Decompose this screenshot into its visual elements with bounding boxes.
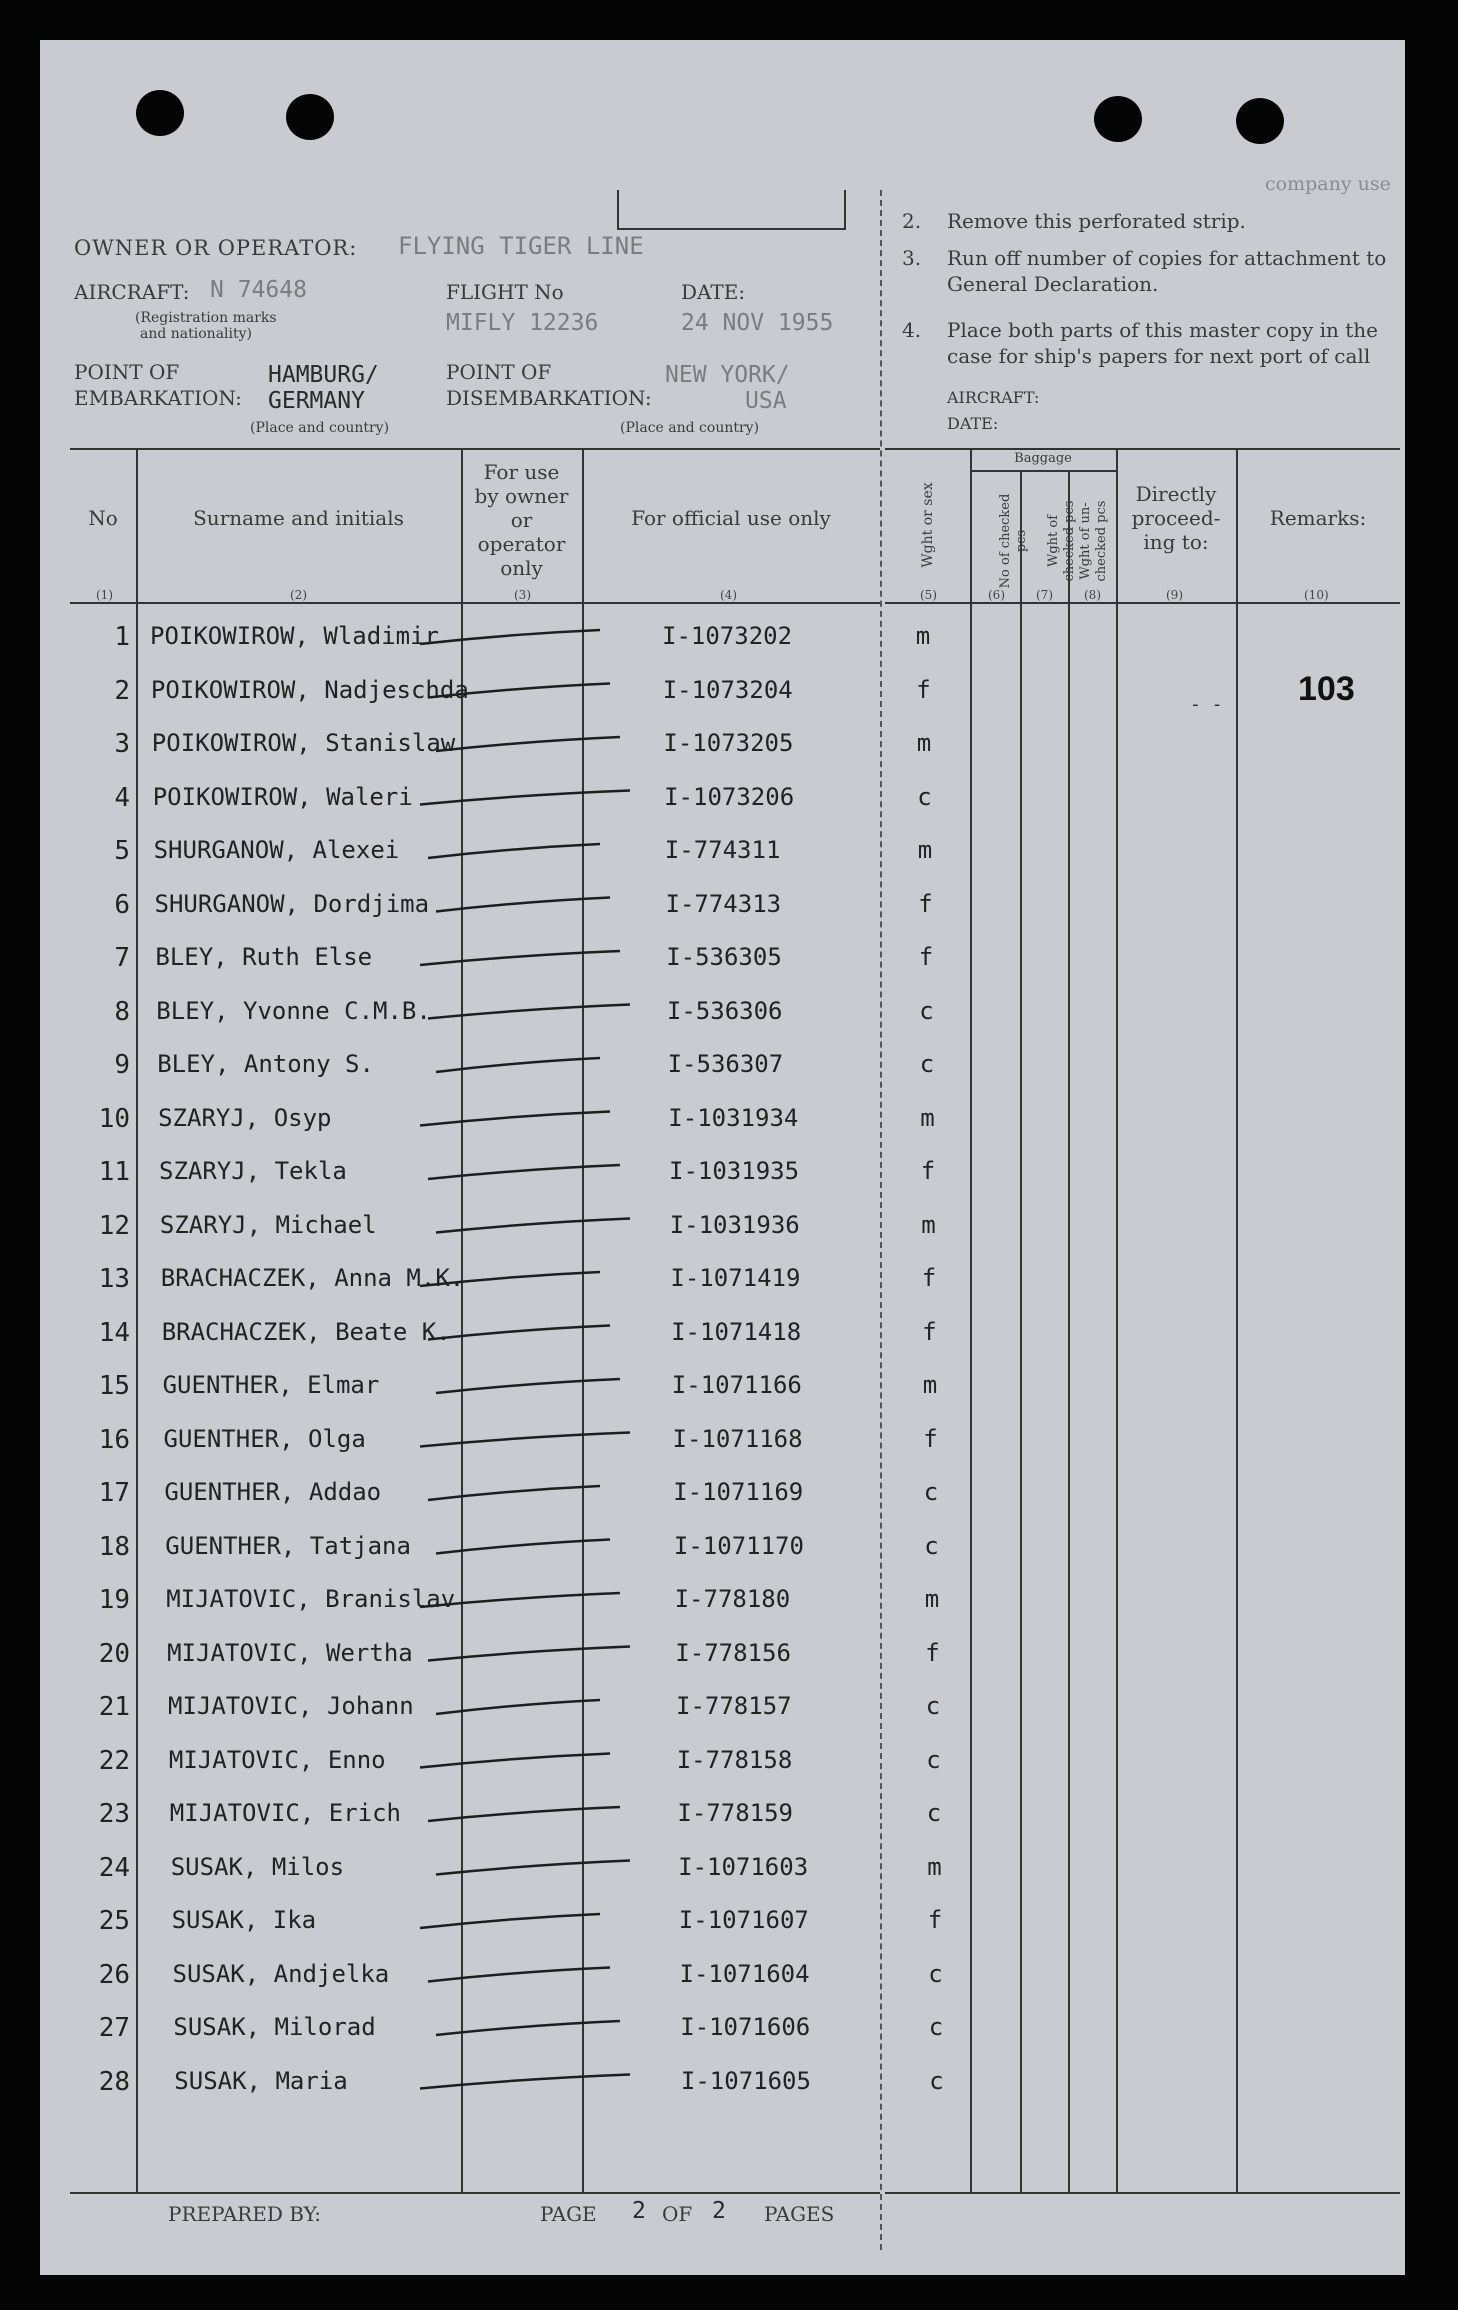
passenger-name: SZARYJ, Tekla	[159, 1157, 347, 1185]
stamp-number: 103	[1298, 670, 1355, 708]
col-baggage-header: Baggage	[1014, 451, 1072, 466]
embark-label: EMBARKATION:	[74, 386, 242, 410]
check-stroke	[436, 737, 620, 751]
row-number: 15	[98, 1371, 130, 1401]
passenger-name: POIKOWIROW, Waleri	[152, 782, 413, 811]
col-number: (1)	[96, 588, 113, 602]
row-number: 23	[98, 1799, 130, 1829]
check-stroke	[436, 1540, 610, 1554]
col-owner-header: by owner	[474, 484, 569, 508]
col-number: (6)	[988, 588, 1005, 602]
passenger-name: MIJATOVIC, Enno	[168, 1745, 386, 1774]
check-stroke	[428, 1165, 620, 1179]
passenger-sex: m	[915, 622, 931, 650]
passenger-sex: f	[923, 1424, 938, 1453]
date-label: DATE:	[681, 280, 746, 304]
row-number: 13	[98, 1264, 130, 1294]
row-number: 27	[98, 2013, 130, 2043]
passenger-sex: c	[919, 996, 934, 1025]
document-number: I-1071604	[679, 1959, 810, 1988]
row-number: 9	[114, 1050, 130, 1080]
document-number: I-778157	[676, 1692, 792, 1720]
prepared-by-label: PREPARED BY:	[168, 2202, 322, 2226]
passenger-name: SUSAK, Ika	[171, 1906, 317, 1934]
check-stroke	[420, 2075, 630, 2089]
disembark-value: NEW YORK/	[665, 362, 790, 388]
check-stroke	[420, 1112, 610, 1126]
passenger-name: SUSAK, Maria	[174, 2066, 348, 2095]
document-number: I-1071606	[680, 2013, 811, 2041]
document-number: I-1073206	[664, 782, 795, 811]
row-number: 26	[98, 1959, 130, 1990]
check-stroke	[436, 1219, 630, 1233]
row-number: 16	[98, 1424, 130, 1455]
col-remarks-header: Remarks:	[1269, 506, 1367, 530]
instruction-number: 3.	[902, 246, 922, 270]
check-stroke	[420, 1593, 620, 1607]
owner-value: FLYING TIGER LINE	[398, 232, 644, 260]
document-number: I-1073205	[663, 729, 794, 757]
passenger-sex: m	[920, 1103, 935, 1132]
right-date-label: DATE:	[947, 414, 999, 433]
row-number: 10	[98, 1103, 130, 1134]
passenger-sex: c	[924, 1531, 939, 1560]
embark-value: GERMANY	[268, 388, 365, 414]
col-number: (9)	[1166, 588, 1183, 602]
row-number: 22	[98, 1745, 130, 1776]
passenger-name: POIKOWIROW, Nadjeschda	[150, 675, 469, 704]
document-number: I-1071166	[671, 1371, 802, 1399]
col-owner-header: operator	[477, 532, 566, 556]
passenger-sex: c	[926, 1799, 942, 1827]
passenger-sex: m	[917, 836, 933, 864]
manifest-page	[40, 40, 1405, 2275]
aircraft-note: and nationality)	[140, 326, 252, 342]
passenger-name: POIKOWIROW, Stanislaw	[151, 729, 456, 757]
passenger-sex: f	[921, 1264, 937, 1292]
document-number: I-774311	[664, 836, 781, 864]
disembark-label: POINT OF	[446, 360, 552, 384]
passenger-sex: m	[916, 729, 932, 757]
passenger-name: SZARYJ, Osyp	[158, 1103, 332, 1132]
document-number: I-1073202	[662, 622, 793, 650]
col-owner-header: only	[500, 556, 543, 580]
row-number: 2	[114, 675, 130, 706]
row-number: 28	[98, 2066, 130, 2097]
row-number: 3	[114, 729, 130, 759]
disembark-value: USA	[745, 388, 787, 414]
passenger-name: SZARYJ, Michael	[159, 1210, 377, 1239]
col-wght-unchecked-header: Wght of un-checked pcs	[1078, 500, 1109, 582]
instruction-text: Remove this perforated strip.	[947, 209, 1246, 233]
check-stroke	[428, 1486, 600, 1500]
row-number: 21	[98, 1692, 130, 1722]
document-number: I-536307	[667, 1050, 784, 1078]
col-wght-checked-header: Wght of checked pcs	[1046, 500, 1077, 582]
row-number: 11	[98, 1157, 130, 1187]
check-stroke	[436, 898, 610, 912]
row-number: 18	[98, 1531, 130, 1562]
check-stroke	[428, 1005, 630, 1019]
row-number: 8	[114, 996, 130, 1027]
passenger-sex: f	[918, 889, 933, 918]
document-number: I-1071419	[670, 1264, 801, 1292]
page-number: 2	[632, 2198, 646, 2224]
document-number: I-778159	[677, 1799, 793, 1827]
document-number: I-778158	[676, 1745, 793, 1774]
passenger-name: SUSAK, Andjelka	[172, 1959, 390, 1988]
passenger-name: GUENTHER, Olga	[163, 1424, 366, 1453]
passenger-name: MIJATOVIC, Johann	[168, 1692, 414, 1720]
document-number: I-1073204	[662, 675, 793, 704]
passenger-sex: c	[919, 1050, 935, 1078]
disembark-note: (Place and country)	[620, 420, 760, 436]
check-stroke	[420, 630, 600, 644]
col-number: (10)	[1304, 588, 1329, 602]
passenger-name: GUENTHER, Addao	[164, 1478, 382, 1506]
check-stroke	[428, 1968, 610, 1982]
passenger-name: BRACHACZEK, Beate K.	[161, 1317, 451, 1346]
row-number: 5	[114, 836, 130, 866]
owner-label: OWNER OR OPERATOR:	[74, 236, 358, 260]
instruction-fragment: company use	[1265, 173, 1391, 195]
check-stroke	[436, 1861, 630, 1875]
col-number: (4)	[720, 588, 737, 602]
col-weight-sex-header: Wght or sex	[920, 482, 936, 568]
passenger-name: BLEY, Antony S.	[157, 1050, 374, 1078]
right-aircraft-label: AIRCRAFT:	[947, 388, 1040, 407]
passenger-sex: m	[927, 1852, 942, 1881]
instruction-text: case for ship's papers for next port of call	[947, 344, 1371, 368]
document-number: I-1071603	[678, 1852, 809, 1881]
check-stroke	[420, 1272, 600, 1286]
check-stroke	[428, 1326, 610, 1340]
passenger-sex: c	[926, 1745, 941, 1774]
row-number: 14	[98, 1317, 130, 1348]
col-checked-pcs-header: No of checked pcs	[998, 493, 1029, 589]
row-number: 12	[98, 1210, 130, 1241]
document-number: I-774313	[665, 889, 782, 918]
document-number: I-778180	[674, 1585, 791, 1613]
passenger-name: SUSAK, Milorad	[173, 2013, 376, 2041]
passenger-name: SHURGANOW, Dordjima	[154, 889, 430, 918]
check-stroke	[436, 2021, 620, 2035]
passenger-name: GUENTHER, Elmar	[162, 1371, 380, 1399]
row-number: 17	[98, 1478, 130, 1508]
col-directly-header: Directly	[1135, 482, 1217, 506]
row-number: 1	[114, 622, 130, 652]
document-number: I-1031936	[669, 1210, 800, 1239]
col-number: (5)	[920, 588, 937, 602]
col-directly-header: proceed-	[1131, 506, 1221, 530]
check-stroke	[420, 1433, 630, 1447]
of-label: OF	[662, 2202, 693, 2226]
instruction-text: Place both parts of this master copy in the	[947, 318, 1379, 342]
row-number: 24	[98, 1852, 130, 1883]
check-stroke	[420, 1754, 610, 1768]
passenger-name: BLEY, Ruth Else	[155, 943, 373, 971]
flight-value: MIFLY 12236	[446, 310, 599, 336]
disembark-label: DISEMBARKATION:	[446, 386, 652, 410]
check-stroke	[436, 1700, 600, 1714]
document-number: I-536305	[666, 943, 782, 971]
document-number: I-778156	[675, 1638, 791, 1667]
passenger-sex: c	[929, 2066, 944, 2095]
passenger-sex: c	[925, 1692, 941, 1720]
col-surname-header: Surname and initials	[193, 506, 404, 530]
passenger-sex: m	[921, 1210, 936, 1239]
passenger-sex: f	[927, 1906, 943, 1934]
document-number: I-1071170	[673, 1531, 804, 1560]
passenger-sex: f	[918, 943, 934, 971]
document-number: I-1031935	[669, 1157, 800, 1185]
passenger-sex: m	[924, 1585, 940, 1613]
page-total: 2	[712, 2198, 726, 2224]
check-stroke	[428, 1647, 630, 1661]
passenger-sex: f	[916, 675, 931, 704]
document-number: I-1071418	[671, 1317, 802, 1346]
passenger-sex: c	[928, 1959, 943, 1988]
col-owner-header: For use	[483, 460, 560, 484]
instruction-text: Run off number of copies for attachment to	[947, 246, 1387, 270]
passenger-sex: c	[923, 1478, 939, 1506]
check-stroke	[436, 1058, 600, 1072]
document-number: I-1031934	[668, 1103, 799, 1132]
passenger-sex: c	[928, 2013, 944, 2041]
embark-label: POINT OF	[74, 360, 180, 384]
check-stroke	[420, 791, 630, 805]
passenger-name: MIJATOVIC, Wertha	[167, 1638, 413, 1667]
check-stroke	[428, 684, 610, 698]
row-number: 25	[98, 1906, 130, 1936]
passenger-sex: f	[922, 1317, 937, 1346]
passenger-sex: f	[925, 1638, 940, 1667]
aircraft-note: (Registration marks	[135, 310, 277, 326]
passenger-name: SUSAK, Milos	[170, 1852, 345, 1881]
date-value: 24 NOV 1955	[681, 310, 834, 336]
instruction-number: 2.	[902, 209, 922, 233]
document-number: I-1071605	[680, 2066, 811, 2095]
check-stroke	[428, 1807, 620, 1821]
pages-label: PAGES	[764, 2202, 835, 2226]
col-no-header: No	[88, 506, 118, 530]
passenger-name: BRACHACZEK, Anna M.K.	[160, 1264, 465, 1292]
row-number: 6	[114, 889, 130, 920]
passenger-name: GUENTHER, Tatjana	[165, 1531, 411, 1560]
passenger-name: SHURGANOW, Alexei	[153, 836, 400, 864]
aircraft-value: N 74648	[210, 277, 307, 303]
document-number: I-1071169	[673, 1478, 804, 1506]
embark-value: HAMBURG/	[268, 362, 379, 388]
col-official-header: For official use only	[631, 506, 831, 530]
passenger-sex: c	[917, 782, 932, 811]
col-number: (3)	[514, 588, 531, 602]
handwritten-strokes	[40, 40, 1405, 2275]
instruction-text: General Declaration.	[947, 272, 1159, 296]
row-number: 7	[114, 943, 130, 973]
passenger-name: BLEY, Yvonne C.M.B.	[156, 996, 431, 1025]
document-number: I-1071607	[678, 1906, 809, 1934]
document-number: I-1071168	[672, 1424, 803, 1453]
passenger-sex: m	[922, 1371, 938, 1399]
passenger-name: MIJATOVIC, Erich	[169, 1799, 401, 1827]
col-number: (8)	[1084, 588, 1101, 602]
instruction-number: 4.	[902, 318, 922, 342]
col-number: (7)	[1036, 588, 1053, 602]
flight-label: FLIGHT No	[446, 280, 564, 304]
row-number: 20	[98, 1638, 130, 1669]
col-directly-header: ing to:	[1143, 530, 1209, 554]
check-stroke	[436, 1379, 620, 1393]
passenger-name: POIKOWIROW, Wladimir	[150, 622, 439, 650]
col-owner-header: or	[510, 508, 533, 532]
check-stroke	[420, 951, 620, 965]
col-number: (2)	[290, 588, 307, 602]
passenger-name: MIJATOVIC, Branislav	[166, 1585, 456, 1613]
remarks-dash: - -	[1190, 694, 1223, 715]
page-label: PAGE	[540, 2202, 597, 2226]
row-number: 4	[114, 782, 130, 813]
passenger-sex: f	[920, 1157, 936, 1185]
check-stroke	[420, 1914, 600, 1928]
row-number: 19	[98, 1585, 130, 1615]
embark-note: (Place and country)	[250, 420, 390, 436]
check-stroke	[428, 844, 600, 858]
aircraft-label: AIRCRAFT:	[74, 280, 190, 304]
document-number: I-536306	[666, 996, 783, 1025]
